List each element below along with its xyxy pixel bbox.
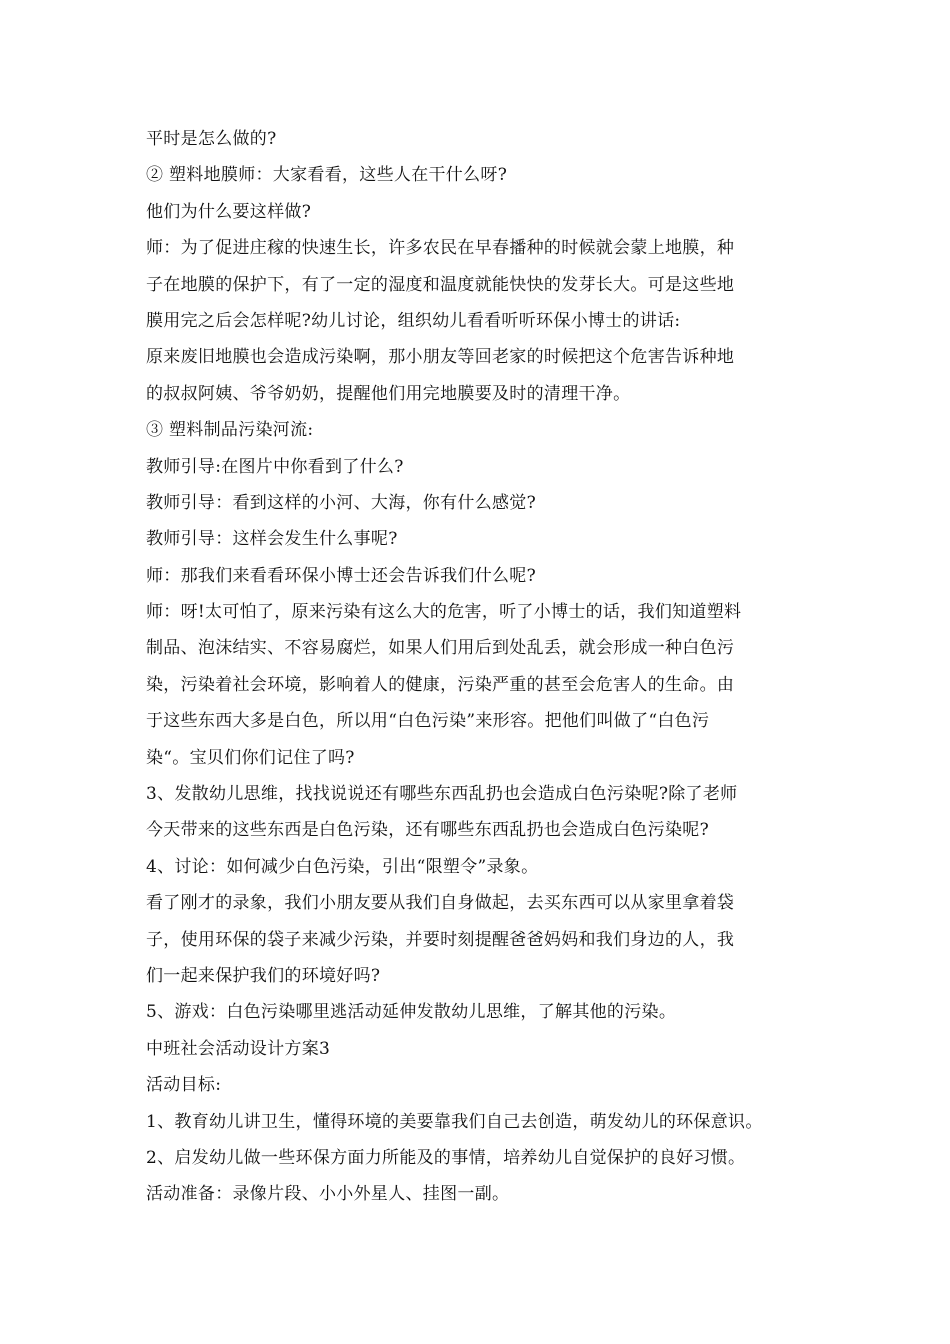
text-line: 活动准备：录像片段、小小外星人、挂图一副。: [146, 1184, 510, 1205]
text-line: 1、教育幼儿讲卫生，懂得环境的美要靠我们自己去创造，萌发幼儿的环保意识。: [146, 1111, 763, 1132]
text-line: 平时是怎么做的?: [146, 129, 277, 149]
text-line: 3、发散幼儿思维，找找说说还有哪些东西乱扔也会造成白色污染呢?除了老师: [146, 784, 738, 805]
text-line: 教师引导：这样会发生什么事呢?: [146, 529, 398, 550]
text-line: 教师引导：看到这样的小河、大海，你有什么感觉?: [146, 492, 537, 513]
text-line: 们一起来保护我们的环境好吗?: [146, 965, 381, 986]
text-line: ② 塑料地膜师：大家看看，这些人在干什么呀?: [146, 165, 508, 186]
text-line: 子在地膜的保护下，有了一定的湿度和温度就能快快的发芽长大。可是这些地: [146, 274, 735, 295]
text-line: 师：为了促进庄稼的快速生长，许多农民在早春播种的时候就会蒙上地膜，种: [146, 238, 735, 259]
text-line: 他们为什么要这样做?: [146, 201, 312, 222]
text-line: 今天带来的这些东西是白色污染，还有哪些东西乱扔也会造成白色污染呢?: [146, 820, 710, 841]
text-line: 看了刚才的录象，我们小朋友要从我们自身做起，去买东西可以从家里拿着袋: [146, 893, 735, 914]
text-line: 原来废旧地膜也会造成污染啊，那小朋友等回老家的时候把这个危害告诉种地: [146, 347, 735, 368]
text-line: 于这些东西大多是白色，所以用“白色污染”来形容。把他们叫做了“白色污: [146, 711, 710, 732]
text-line: 膜用完之后会怎样呢?幼儿讨论，组织幼儿看看听听环保小博士的讲话:: [146, 310, 681, 331]
text-line: 5、游戏：白色污染哪里逃活动延伸发散幼儿思维，了解其他的污染。: [146, 1002, 677, 1023]
text-line: 教师引导:在图片中你看到了什么?: [146, 456, 404, 477]
text-line: ③ 塑料制品污染河流:: [146, 420, 314, 441]
text-line: 染“。宝贝们你们记住了吗?: [146, 747, 355, 768]
text-line: 染，污染着社会环境，影响着人的健康，污染严重的甚至会危害人的生命。由: [146, 674, 735, 695]
document-body: [146, 121, 818, 1213]
text-line: 师：那我们来看看环保小博士还会告诉我们什么呢?: [146, 565, 537, 586]
text-line: 子，使用环保的袋子来减少污染，并要时刻提醒爸爸妈妈和我们身边的人，我: [146, 929, 735, 950]
text-line: 制品、泡沫结实、不容易腐烂，如果人们用后到处乱丢，就会形成一种白色污: [146, 638, 735, 659]
text-line: 活动目标:: [146, 1075, 222, 1096]
text-line: 师：呀!太可怕了，原来污染有这么大的危害，听了小博士的话，我们知道塑料: [146, 602, 742, 623]
text-line: 4、讨论：如何减少白色污染，引出“限塑令”录象。: [146, 856, 539, 877]
text-line: 的叔叔阿姨、爷爷奶奶，提醒他们用完地膜要及时的清理干净。: [146, 383, 631, 404]
text-line: 2、启发幼儿做一些环保方面力所能及的事情，培养幼儿自觉保护的良好习惯。: [146, 1147, 746, 1168]
section-heading: 中班社会活动设计方案3: [146, 1038, 331, 1059]
